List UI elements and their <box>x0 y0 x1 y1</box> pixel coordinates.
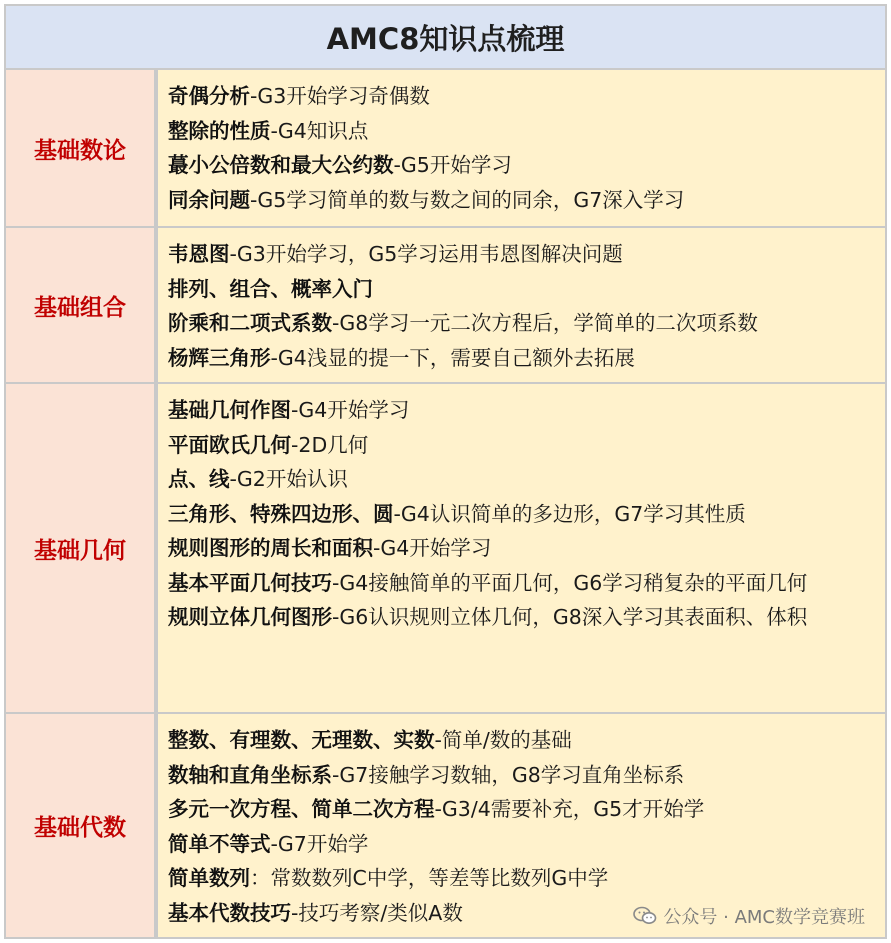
list-item <box>168 237 877 272</box>
list-item <box>168 600 877 634</box>
topic-desc: -G6认识规则立体几何，G8深入学习其表面积、体积 <box>332 604 808 629</box>
topic-desc: -G3/4需要补充，G5才开始学 <box>434 797 705 821</box>
topic-desc: -G4浅显的提一下，需要自己额外去拓展 <box>270 345 635 370</box>
topic-name: 简单不等式 <box>168 831 271 856</box>
watermark-text: 公众号 · AMC数学竞赛班 <box>663 907 865 928</box>
topic-name: 数轴和直角坐标系 <box>168 762 332 787</box>
section-content <box>158 228 885 382</box>
category-label: 基础几何 <box>6 384 154 712</box>
topic-desc: -技巧考察/类似A数 <box>291 900 463 925</box>
topic-name: 规则图形的周长和面积 <box>168 536 373 560</box>
topic-name: 韦恩图 <box>168 242 230 266</box>
topic-desc: -G3开始学习，G5学习运用韦恩图解决问题 <box>229 242 623 266</box>
topic-desc: -G2开始认识 <box>229 467 348 491</box>
account-watermark <box>633 903 865 929</box>
topic-name: 基本代数技巧 <box>168 900 291 925</box>
list-item <box>168 723 877 758</box>
topic-desc: -G4开始学习 <box>373 536 492 560</box>
topic-name: 多元一次方程、简单二次方程 <box>168 797 435 821</box>
topic-name: 奇偶分析 <box>168 84 250 108</box>
list-item <box>168 148 877 183</box>
list-item <box>168 792 877 827</box>
topic-name: 蕞小公倍数和最大公约数 <box>168 153 394 177</box>
list-item <box>168 462 877 497</box>
list-item <box>168 758 877 793</box>
list-item <box>168 341 877 376</box>
section-combinatorics <box>6 228 885 382</box>
topic-desc: -G4知识点 <box>270 118 369 143</box>
topic-desc: -G4开始学习 <box>291 398 410 422</box>
list-item <box>168 79 877 114</box>
list-item <box>168 827 877 862</box>
list-item <box>168 531 877 566</box>
list-item <box>168 114 877 149</box>
topic-desc: -G5开始学习 <box>393 153 512 177</box>
section-number-theory <box>6 70 885 226</box>
topic-name: 三角形、特殊四边形、圆 <box>168 501 394 526</box>
topic-desc: -简单/数的基础 <box>434 728 572 752</box>
topic-desc: -G4接触简单的平面几何，G6学习稍复杂的平面几何 <box>332 570 808 595</box>
topic-name: 整数、有理数、无理数、实数 <box>168 728 435 752</box>
list-item <box>168 566 877 600</box>
table-title: AMC8知识点梳理 <box>6 6 885 68</box>
category-label: 基础组合 <box>6 228 154 382</box>
list-item <box>168 861 877 896</box>
topic-name: 整除的性质 <box>168 118 271 143</box>
topic-desc: -2D几何 <box>291 432 369 457</box>
list-item <box>168 183 877 218</box>
topic-name: 平面欧氏几何 <box>168 432 291 457</box>
topic-desc: -G4认识简单的多边形，G7学习其性质 <box>393 501 746 526</box>
topic-desc: -G5学习简单的数与数之间的同余，G7深入学习 <box>250 187 685 212</box>
topic-name: 排列、组合、概率入门 <box>168 276 373 301</box>
topic-name: 点、线 <box>168 467 230 491</box>
section-content <box>158 70 885 226</box>
list-item <box>168 428 877 463</box>
topic-name: 阶乘和二项式系数 <box>168 311 332 335</box>
topic-name: 杨辉三角形 <box>168 345 271 370</box>
topic-desc: -G3开始学习奇偶数 <box>250 84 430 108</box>
section-content <box>158 384 885 712</box>
list-item <box>168 497 877 532</box>
topic-name: 基础几何作图 <box>168 398 291 422</box>
topic-desc: ：常数数列C中学，等差等比数列G中学 <box>250 866 609 890</box>
topic-desc: -G7接触学习数轴，G8学习直角坐标系 <box>332 762 685 787</box>
category-label: 基础代数 <box>6 714 154 937</box>
list-item <box>168 306 877 341</box>
topic-name: 同余问题 <box>168 187 250 212</box>
knowledge-table <box>4 4 887 939</box>
category-label: 基础数论 <box>6 70 154 226</box>
topic-name: 基本平面几何技巧 <box>168 570 332 595</box>
topic-desc: -G8学习一元二次方程后，学简单的二次项系数 <box>332 311 758 335</box>
wechat-icon <box>633 906 657 926</box>
list-item <box>168 393 877 428</box>
section-geometry <box>6 384 885 712</box>
topic-name: 规则立体几何图形 <box>168 604 332 629</box>
topic-desc: -G7开始学 <box>270 831 369 856</box>
topic-name: 简单数列 <box>168 866 250 890</box>
list-item <box>168 272 877 307</box>
